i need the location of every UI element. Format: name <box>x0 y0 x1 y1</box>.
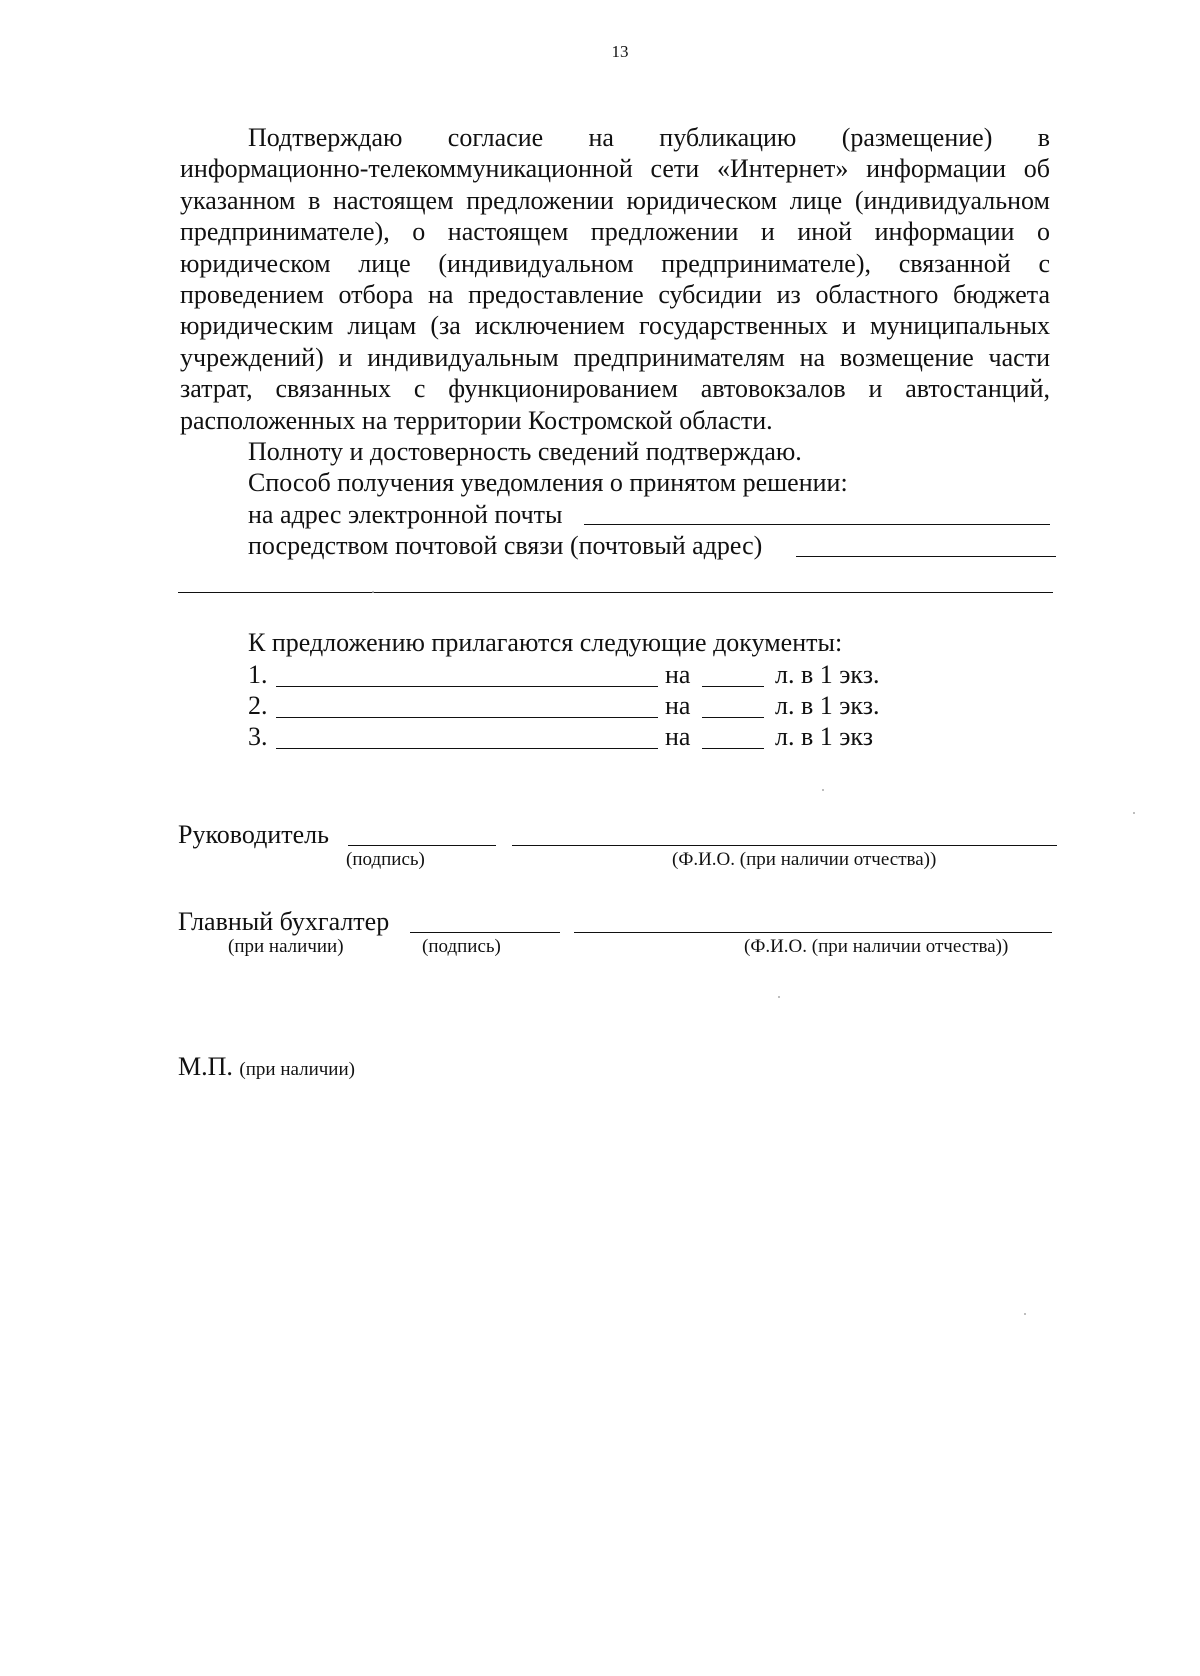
attachment-pages-field[interactable] <box>702 686 764 687</box>
attachment-name-field[interactable] <box>276 717 658 718</box>
postal-label: посредством почтовой связи (почтовый адрес) <box>248 531 763 560</box>
chief-accountant-label: Главный бухгалтер <box>178 907 390 936</box>
stamp-note: (при наличии) <box>239 1059 355 1080</box>
head-signature-field[interactable] <box>348 845 496 846</box>
attachment-number: 3. <box>248 722 268 751</box>
consent-paragraph: Подтверждаю согласие на публикацию (размещение) в информационно-телекоммуникационной сети «Интернет» информации об указанном в настоящем предложении юридическом лице (индивидуальном предпринимателе), о настоящем предложении и иной информации о юридическом лице (индивидуальном предпринимателе), связанной с проведением отбора на предоставление субсидии из областного бюджета юридическим лицам (за исключением государственных и муниципальных учреждений) и индивидуальным предпринимателям на возмещение части затрат, связанных с функционированием автовокзалов и автостанций, расположенных на территории Костромской области. <box>180 123 1050 435</box>
scan-speck <box>778 996 780 998</box>
attachment-pages-field[interactable] <box>702 717 764 718</box>
attachment-copies-label: л. в 1 экз. <box>775 691 880 720</box>
attachment-name-field[interactable] <box>276 686 658 687</box>
notification-heading: Способ получения уведомления о принятом решении: <box>248 468 848 497</box>
attachment-na-label: на <box>665 691 691 720</box>
postal-address-continuation-field[interactable] <box>178 592 1053 593</box>
head-name-field[interactable] <box>512 845 1057 846</box>
scan-speck <box>822 789 824 791</box>
stamp-placeholder <box>178 1051 355 1085</box>
attachment-number: 1. <box>248 660 268 689</box>
scan-speck <box>1133 812 1135 814</box>
stamp-label: М.П. <box>178 1052 233 1081</box>
email-label: на адрес электронной почты <box>248 500 563 529</box>
accountant-if-present-caption: (при наличии) <box>228 936 344 957</box>
accountant-name-caption: (Ф.И.О. (при наличии отчества)) <box>744 936 1009 957</box>
head-signature-caption: (подпись) <box>346 849 425 870</box>
email-field[interactable] <box>584 524 1050 525</box>
accountant-signature-caption: (подпись) <box>422 936 501 957</box>
attachment-na-label: на <box>665 722 691 751</box>
attachments-heading: К предложению прилагаются следующие документы: <box>248 628 843 657</box>
accountant-name-field[interactable] <box>574 932 1052 933</box>
head-label: Руководитель <box>178 820 329 849</box>
head-name-caption: (Ф.И.О. (при наличии отчества)) <box>672 849 937 870</box>
accountant-signature-field[interactable] <box>410 932 560 933</box>
attachment-copies-label: л. в 1 экз. <box>775 660 880 689</box>
postal-address-field[interactable] <box>796 556 1056 557</box>
attachment-na-label: на <box>665 660 691 689</box>
attachment-name-field[interactable] <box>276 748 658 749</box>
attachment-pages-field[interactable] <box>702 748 764 749</box>
scan-speck <box>372 591 374 593</box>
page-number: 13 <box>611 42 629 61</box>
scan-speck <box>1024 1313 1026 1315</box>
completeness-statement: Полноту и достоверность сведений подтверждаю. <box>248 437 802 466</box>
attachment-number: 2. <box>248 691 268 720</box>
attachment-copies-label: л. в 1 экз <box>775 722 873 751</box>
